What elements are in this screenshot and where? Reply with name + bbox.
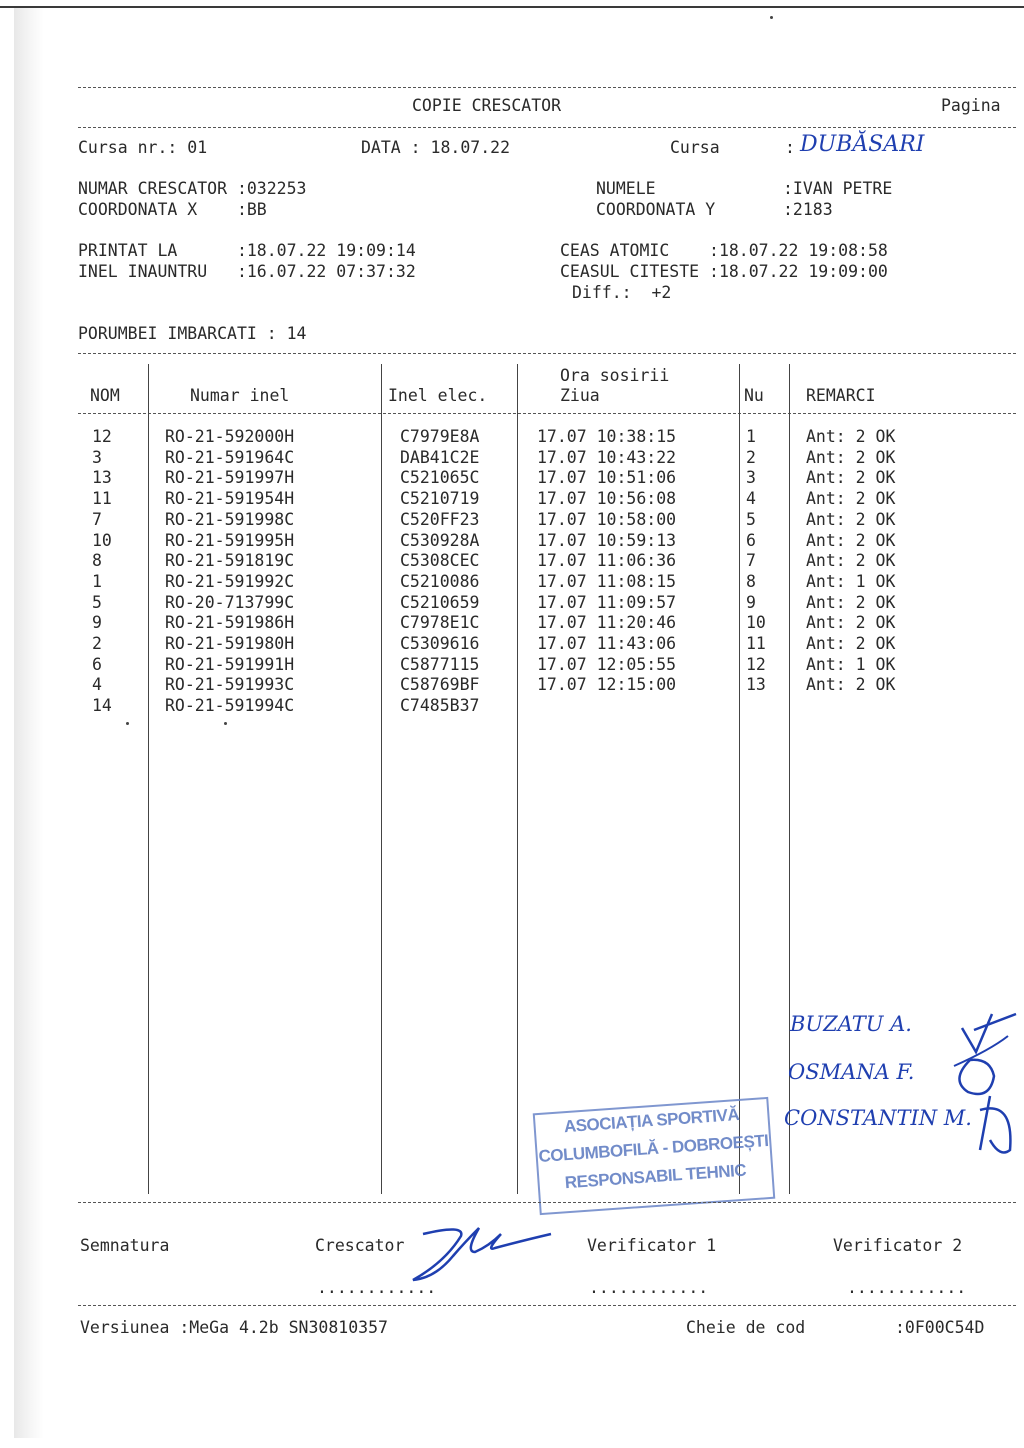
cell-ring-number: RO-21-591993C (165, 675, 295, 694)
document-title: COPIE CRESCATOR (412, 96, 562, 115)
cell-arrival: 17.07 11:20:46 (537, 613, 677, 632)
column-divider (517, 364, 518, 1194)
cell-nu: 6 (746, 531, 756, 550)
verifier1-label: Verificator 1 (587, 1236, 717, 1255)
handwritten-name: BUZATU A. (790, 1012, 912, 1036)
cell-nom: 10 (92, 531, 112, 550)
cell-nom: 14 (92, 696, 112, 715)
signature-scribbles (930, 1000, 1022, 1160)
cell-nu: 12 (746, 655, 766, 674)
cell-nom: 8 (92, 551, 102, 570)
cell-nom: 1 (92, 572, 102, 591)
time-diff: Diff.: +2 (572, 283, 672, 302)
cell-arrival: 17.07 10:38:15 (537, 427, 677, 446)
cell-ring-number: RO-21-591819C (165, 551, 295, 570)
handwritten-name: OSMANA F. (788, 1060, 915, 1084)
cell-remarks: Ant: 2 OK (806, 613, 896, 632)
pigeons-embarked: PORUMBEI IMBARCATI : 14 (78, 324, 307, 343)
cell-ring-number: RO-21-591995H (165, 531, 295, 550)
race-label: Cursa (670, 138, 720, 157)
divider (78, 413, 1016, 414)
cell-nom: 11 (92, 489, 112, 508)
cell-remarks: Ant: 2 OK (806, 489, 896, 508)
software-version: Versiunea :MeGa 4.2b SN30810357 (80, 1318, 388, 1337)
cell-arrival: 17.07 12:05:55 (537, 655, 677, 674)
cell-nom: 12 (92, 427, 112, 446)
cell-ring-number: RO-21-591992C (165, 572, 295, 591)
signature-line: ............ (589, 1278, 709, 1297)
cell-electronic-ring: C521065C (400, 468, 480, 487)
cell-nu: 10 (746, 613, 766, 632)
cell-nom: 6 (92, 655, 102, 674)
verifier2-label: Verificator 2 (833, 1236, 963, 1255)
cell-remarks: Ant: 2 OK (806, 448, 896, 467)
cell-ring-number: RO-21-591986H (165, 613, 295, 632)
cell-electronic-ring: C7979E8A (400, 427, 480, 446)
breeder-signature-label: Crescator (315, 1236, 405, 1255)
cell-nom: 7 (92, 510, 102, 529)
cell-remarks: Ant: 2 OK (806, 675, 896, 694)
cell-nom: 4 (92, 675, 102, 694)
page-label: Pagina (941, 96, 1001, 115)
header-remarks: REMARCI (806, 386, 876, 405)
coordinate-y-label: COORDONATA Y (596, 200, 716, 219)
breeder-name-value: :IVAN PETRE (783, 179, 893, 198)
cell-arrival: 17.07 11:09:57 (537, 593, 677, 612)
scan-edge (0, 6, 1024, 8)
column-divider (381, 364, 382, 1194)
cell-nu: 7 (746, 551, 756, 570)
cell-nu: 2 (746, 448, 756, 467)
cell-nu: 11 (746, 634, 766, 653)
race-location-handwritten: DUBĂSARI (800, 132, 925, 157)
handwritten-name: CONSTANTIN M. (784, 1106, 972, 1130)
cell-nu: 4 (746, 489, 756, 508)
column-divider (739, 364, 740, 1194)
cell-nom: 3 (92, 448, 102, 467)
column-divider (148, 364, 149, 1194)
cell-nu: 9 (746, 593, 756, 612)
header-ring-number: Numar inel (190, 386, 290, 405)
race-colon: : (785, 138, 795, 157)
cell-electronic-ring: C5877115 (400, 655, 480, 674)
cell-arrival: 17.07 11:08:15 (537, 572, 677, 591)
signature-label: Semnatura (80, 1236, 170, 1255)
divider (78, 1305, 1016, 1306)
ring-inside: INEL INAUNTRU :16.07.22 07:37:32 (78, 262, 416, 281)
divider (78, 87, 1016, 88)
coordinate-x: COORDONATA X :BB (78, 200, 267, 219)
header-day: Ziua (560, 386, 600, 405)
race-date: DATA : 18.07.22 (361, 138, 511, 157)
cell-ring-number: RO-21-591980H (165, 634, 295, 653)
cell-ring-number: RO-21-591994C (165, 696, 295, 715)
association-stamp (533, 1097, 776, 1215)
cell-arrival: 17.07 11:43:06 (537, 634, 677, 653)
divider (78, 127, 1016, 128)
header-electronic-ring: Inel elec. (388, 386, 488, 405)
cell-nom: 2 (92, 634, 102, 653)
breeder-number: NUMAR CRESCATOR :032253 (78, 179, 307, 198)
signature-line: ............ (847, 1278, 967, 1297)
cell-nom: 9 (92, 613, 102, 632)
breeder-signature (405, 1222, 555, 1286)
cell-nu: 13 (746, 675, 766, 694)
breeder-name-label: NUMELE (596, 179, 656, 198)
code-key-label: Cheie de cod (686, 1318, 806, 1337)
cell-remarks: Ant: 2 OK (806, 531, 896, 550)
atomic-clock: CEAS ATOMIC :18.07.22 19:08:58 (560, 241, 888, 260)
cell-arrival: 17.07 11:06:36 (537, 551, 677, 570)
cell-remarks: Ant: 2 OK (806, 634, 896, 653)
header-arrival-time: Ora sosirii (560, 366, 670, 385)
divider (78, 1202, 1016, 1203)
cell-ring-number: RO-21-591991H (165, 655, 295, 674)
cell-nu: 5 (746, 510, 756, 529)
cell-electronic-ring: C5210659 (400, 593, 480, 612)
cell-electronic-ring: C7485B37 (400, 696, 480, 715)
stamp-line: RESPONSABIL TEHNIC (564, 1160, 747, 1193)
cell-remarks: Ant: 1 OK (806, 572, 896, 591)
cell-electronic-ring: C5210086 (400, 572, 480, 591)
clock-reads: CEASUL CITESTE :18.07.22 19:09:00 (560, 262, 888, 281)
cell-electronic-ring: C5210719 (400, 489, 480, 508)
scan-speck (224, 722, 227, 725)
cell-arrival: 17.07 10:56:08 (537, 489, 677, 508)
signature-line: ............ (317, 1278, 437, 1297)
cell-arrival: 17.07 10:59:13 (537, 531, 677, 550)
scan-speck (770, 16, 773, 19)
cell-ring-number: RO-21-591954H (165, 489, 295, 508)
cell-electronic-ring: DAB41C2E (400, 448, 480, 467)
cell-arrival: 17.07 10:58:00 (537, 510, 677, 529)
cell-arrival: 17.07 10:51:06 (537, 468, 677, 487)
cell-arrival: 17.07 10:43:22 (537, 448, 677, 467)
cell-arrival: 17.07 12:15:00 (537, 675, 677, 694)
cell-electronic-ring: C520FF23 (400, 510, 480, 529)
cell-nu: 1 (746, 427, 756, 446)
cell-electronic-ring: C5308CEC (400, 551, 480, 570)
cell-remarks: Ant: 2 OK (806, 468, 896, 487)
cell-electronic-ring: C530928A (400, 531, 480, 550)
cell-electronic-ring: C58769BF (400, 675, 480, 694)
cell-nom: 13 (92, 468, 112, 487)
stamp-line: COLUMBOFILĂ - DOBROEȘTI (537, 1131, 769, 1167)
coordinate-y-value: :2183 (783, 200, 833, 219)
cell-electronic-ring: C7978E1C (400, 613, 480, 632)
cell-electronic-ring: C5309616 (400, 634, 480, 653)
header-nom: NOM (90, 386, 120, 405)
printed-at: PRINTAT LA :18.07.22 19:09:14 (78, 241, 416, 260)
scan-shadow (14, 8, 44, 1438)
cell-ring-number: RO-21-591997H (165, 468, 295, 487)
cell-ring-number: RO-20-713799C (165, 593, 295, 612)
cell-ring-number: RO-21-591964C (165, 448, 295, 467)
cell-nom: 5 (92, 593, 102, 612)
cell-remarks: Ant: 2 OK (806, 593, 896, 612)
cell-nu: 3 (746, 468, 756, 487)
cell-ring-number: RO-21-591998C (165, 510, 295, 529)
code-key-value: :0F00C54D (895, 1318, 985, 1337)
cell-ring-number: RO-21-592000H (165, 427, 295, 446)
cell-remarks: Ant: 2 OK (806, 510, 896, 529)
header-nu: Nu (744, 386, 764, 405)
cell-remarks: Ant: 2 OK (806, 427, 896, 446)
divider (78, 353, 1016, 354)
cell-remarks: Ant: 2 OK (806, 551, 896, 570)
cell-remarks: Ant: 1 OK (806, 655, 896, 674)
stamp-line: ASOCIAȚIA SPORTIVĂ (563, 1104, 740, 1137)
scan-speck (126, 722, 129, 725)
race-number: Cursa nr.: 01 (78, 138, 208, 157)
cell-nu: 8 (746, 572, 756, 591)
